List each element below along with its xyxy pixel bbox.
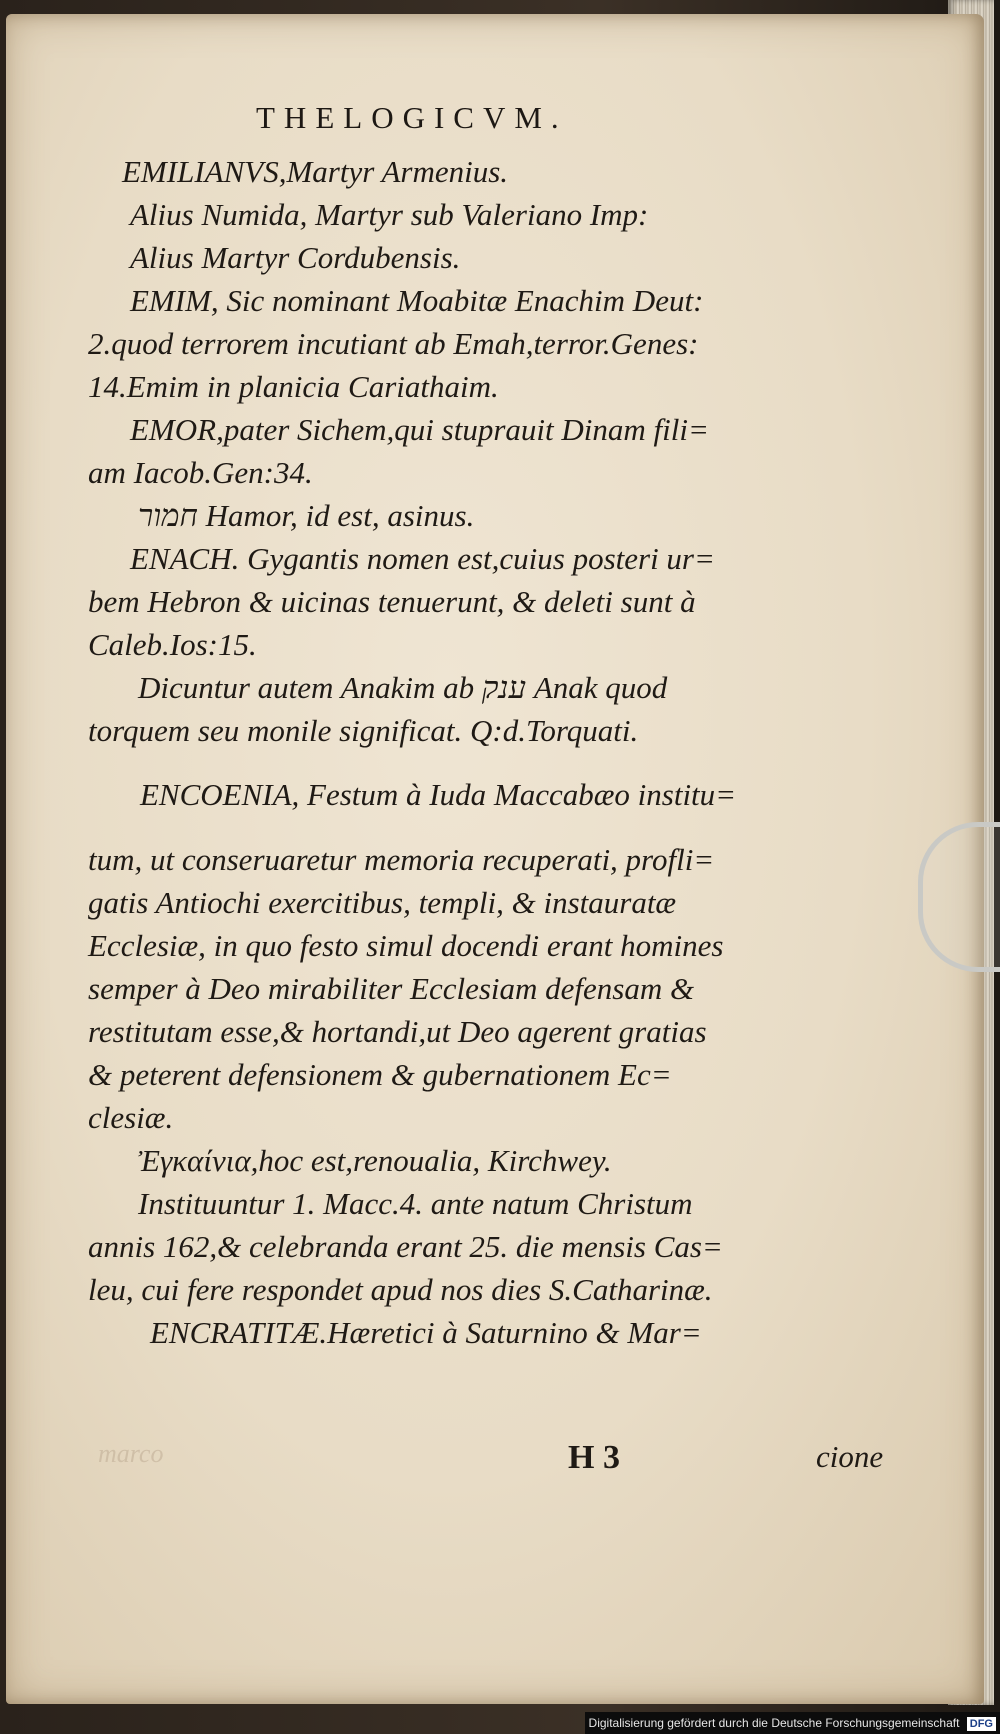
- running-header: THELOGICVM.: [256, 100, 568, 135]
- credit-text: Digitalisierung gefördert durch die Deutsche Forschungsgemeinschaft: [588, 1716, 960, 1730]
- page-clip: [918, 822, 1000, 972]
- text-line: am Iacob.Gen:34.: [88, 455, 313, 490]
- book-page: [6, 14, 984, 1704]
- text-line: bem Hebron & uicinas tenuerunt, & deleti sunt à: [88, 584, 696, 619]
- text-line: 14.Emim in planicia Cariathaim.: [88, 369, 499, 404]
- dfg-logo: DFG: [967, 1717, 996, 1731]
- text-line: Alius Numida, Martyr sub Valeriano Imp:: [130, 197, 649, 232]
- text-line: Instituuntur 1. Macc.4. ante natum Christum: [138, 1186, 693, 1221]
- catchword: cione: [816, 1439, 884, 1474]
- text-line: EMIM, Sic nominant Moabitæ Enachim Deut:: [130, 283, 704, 318]
- text-line: restitutam esse,& hortandi,ut Deo agerent gratias: [88, 1014, 707, 1049]
- text-line: semper à Deo mirabiliter Ecclesiam defensam &: [88, 971, 695, 1006]
- text-line: Ecclesiæ, in quo festo simul docendi erant homines: [88, 928, 724, 963]
- text-line: ENCRATITÆ.Hæretici à Saturnino & Mar=: [150, 1315, 702, 1350]
- text-line: leu, cui fere respondet apud nos dies S.Catharinæ.: [88, 1272, 713, 1307]
- text-line: EMILIANVS,Martyr Armenius.: [122, 154, 509, 189]
- text-line: clesiæ.: [88, 1100, 174, 1135]
- digitization-credit: [585, 1712, 1000, 1734]
- text-line: Alius Martyr Cordubensis.: [130, 240, 461, 275]
- signature-mark: H 3: [568, 1439, 620, 1476]
- text-line: Dicuntur autem Anakim ab ענק Anak quod: [138, 670, 668, 705]
- text-line: & peterent defensionem & gubernationem Ec=: [88, 1057, 672, 1092]
- text-line: Caleb.Ios:15.: [88, 627, 257, 662]
- text-line: Ἐγκαίνια,hoc est,renoualia, Kirchwey.: [138, 1143, 612, 1178]
- show-through-stamp: marco: [98, 1439, 164, 1468]
- text-line: gatis Antiochi exercitibus, templi, & instauratæ: [88, 885, 677, 920]
- text-line: tum, ut conseruaretur memoria recuperati, profli=: [88, 842, 715, 877]
- text-line: ENACH. Gygantis nomen est,cuius posteri ur=: [130, 541, 715, 576]
- text-line: 2.quod terrorem incutiant ab Emah,terror.Genes:: [88, 326, 699, 361]
- text-line: חמור Hamor, id est, asinus.: [138, 498, 475, 533]
- page-text: [88, 150, 848, 1354]
- page-footer: [98, 1439, 884, 1479]
- text-line: ENCOENIA, Festum à Iuda Maccabæo institu=: [140, 777, 737, 812]
- text-line: EMOR,pater Sichem,qui stuprauit Dinam fili=: [130, 412, 709, 447]
- text-line: annis 162,& celebranda erant 25. die mensis Cas=: [88, 1229, 723, 1264]
- text-line: torquem seu monile significat. Q:d.Torquati.: [88, 713, 639, 748]
